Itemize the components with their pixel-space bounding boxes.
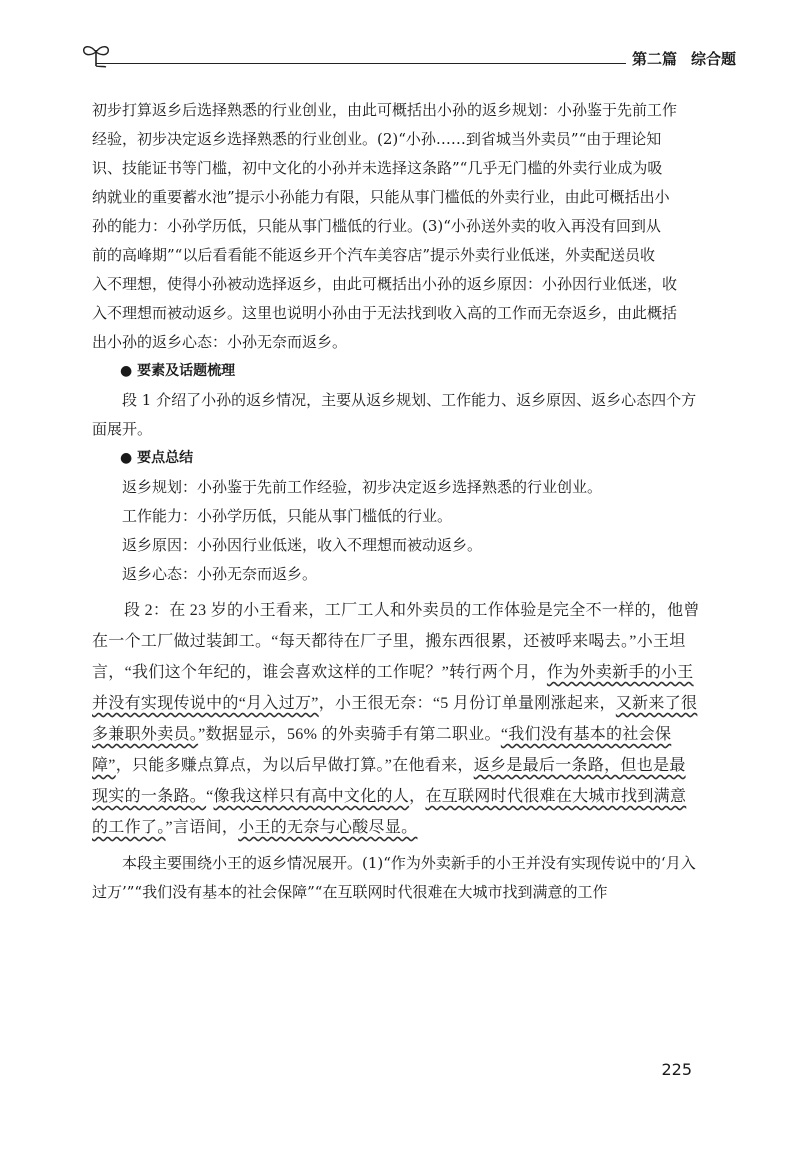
source-text: 段 2：在 23 岁的小王看来，工厂工人和外卖员的工作体验是完全不一样的，他曾在一个工厂做过装卸工。“每天都待在厂子里，搬东西很累，还被呼来喝去。”小王坦言，“我们这个年纪的，谁会喜欢这样的工作呢？”转行两个月，	[92, 602, 700, 681]
text-line: 入不理想而被动返乡。这里也说明小孙由于无法找到收入高的工作而无奈返乡，由此概括	[92, 304, 678, 322]
running-header	[76, 36, 737, 76]
underlined-text: “我们没有基本的社会保障”	[92, 726, 672, 774]
elements-summary: 段 1 介绍了小孙的返乡情况，主要从返乡规划、工作能力、返乡原因、返乡心态四个方面展开。	[92, 391, 697, 438]
source-text: ”数据显示，56% 的外卖骑手有第二职业。	[198, 726, 501, 743]
underlined-text: 在互联网时代很难在大城市找到满意的工作了。	[92, 788, 687, 836]
text-line: 入不理想，使得小孙被动选择返乡，由此可概括出小孙的返乡原因：小孙因行业低迷，收	[92, 275, 678, 293]
source-text: ，小王很无奈：“5 月份订单量刚涨起来，	[318, 695, 616, 712]
elements-heading: ● 要素及话题梳理	[120, 363, 236, 379]
underlined-text: 又新来了很多兼职外卖员。	[92, 695, 698, 743]
point-item: 返乡心态：小孙无奈而返乡。	[122, 565, 318, 583]
source-paragraph-2	[92, 595, 700, 843]
underlined-text: 作为外卖新手的小王并没有实现传说中的“月入过万”	[92, 664, 694, 712]
point-item: 返乡原因：小孙因行业低迷，收入不理想而被动返乡。	[122, 536, 483, 554]
part-label: 第二篇	[632, 50, 678, 68]
sprout-icon	[76, 40, 116, 70]
text-line: 纳就业的重要蓄水池”提示小孙能力有限，只能从事门槛低的外卖行业，由此可概括出小	[92, 188, 670, 206]
section-label: 综合题	[691, 50, 737, 68]
page-number: 225	[661, 1060, 692, 1079]
header-rule	[96, 63, 626, 64]
underlined-text: 小王的无奈与心酸尽显。	[238, 819, 418, 836]
text-line: 孙的能力：小孙学历低，只能从事门槛低的行业。(3)“小孙送外卖的收入再没有回到从	[92, 217, 661, 235]
chapter-title	[632, 48, 750, 69]
source-text: ”言语间，	[165, 819, 239, 836]
text-line: 出小孙的返乡心态：小孙无奈而返乡。	[92, 333, 348, 351]
text-line: 经验，初步决定返乡选择熟悉的行业创业。(2)“小孙……到省城当外卖员”“由于理论知	[92, 130, 662, 148]
point-item: 返乡规划：小孙鉴于先前工作经验，初步决定返乡选择熟悉的行业创业。	[122, 478, 603, 496]
analysis-paragraph-2: 本段主要围绕小王的返乡情况展开。(1)“作为外卖新手的小王并没有实现传说中的‘月入过万’”“我们没有基本的社会保障”“在互联网时代很难在大城市找到满意的工作	[92, 854, 696, 901]
underlined-text: 返乡是最后一条路，但也是最现实的一条路。	[92, 757, 686, 805]
point-item: 工作能力：小孙学历低，只能从事门槛低的行业。	[122, 507, 453, 525]
source-text: ，只能多赚点算点，为以后早做打算。”在他看来，	[115, 757, 474, 774]
text-line: 识、技能证书等门槛，初中文化的小孙并未选择这条路”“几乎无门槛的外卖行业成为吸	[92, 159, 663, 177]
points-list	[92, 473, 700, 589]
underlined-text: 像我这样只有高中文化的人	[213, 788, 410, 805]
source-text: “	[206, 788, 214, 805]
points-heading: ● 要点总结	[120, 450, 194, 466]
analysis-paragraph-1	[92, 96, 700, 357]
source-text: ，	[409, 788, 426, 805]
page-body	[92, 96, 700, 907]
text-line: 初步打算返乡后选择熟悉的行业创业，由此可概括出小孙的返乡规划：小孙鉴于先前工作	[92, 101, 678, 119]
text-line: 前的高峰期”“以后看看能不能返乡开个汽车美容店”提示外卖行业低迷，外卖配送员收	[92, 246, 656, 264]
